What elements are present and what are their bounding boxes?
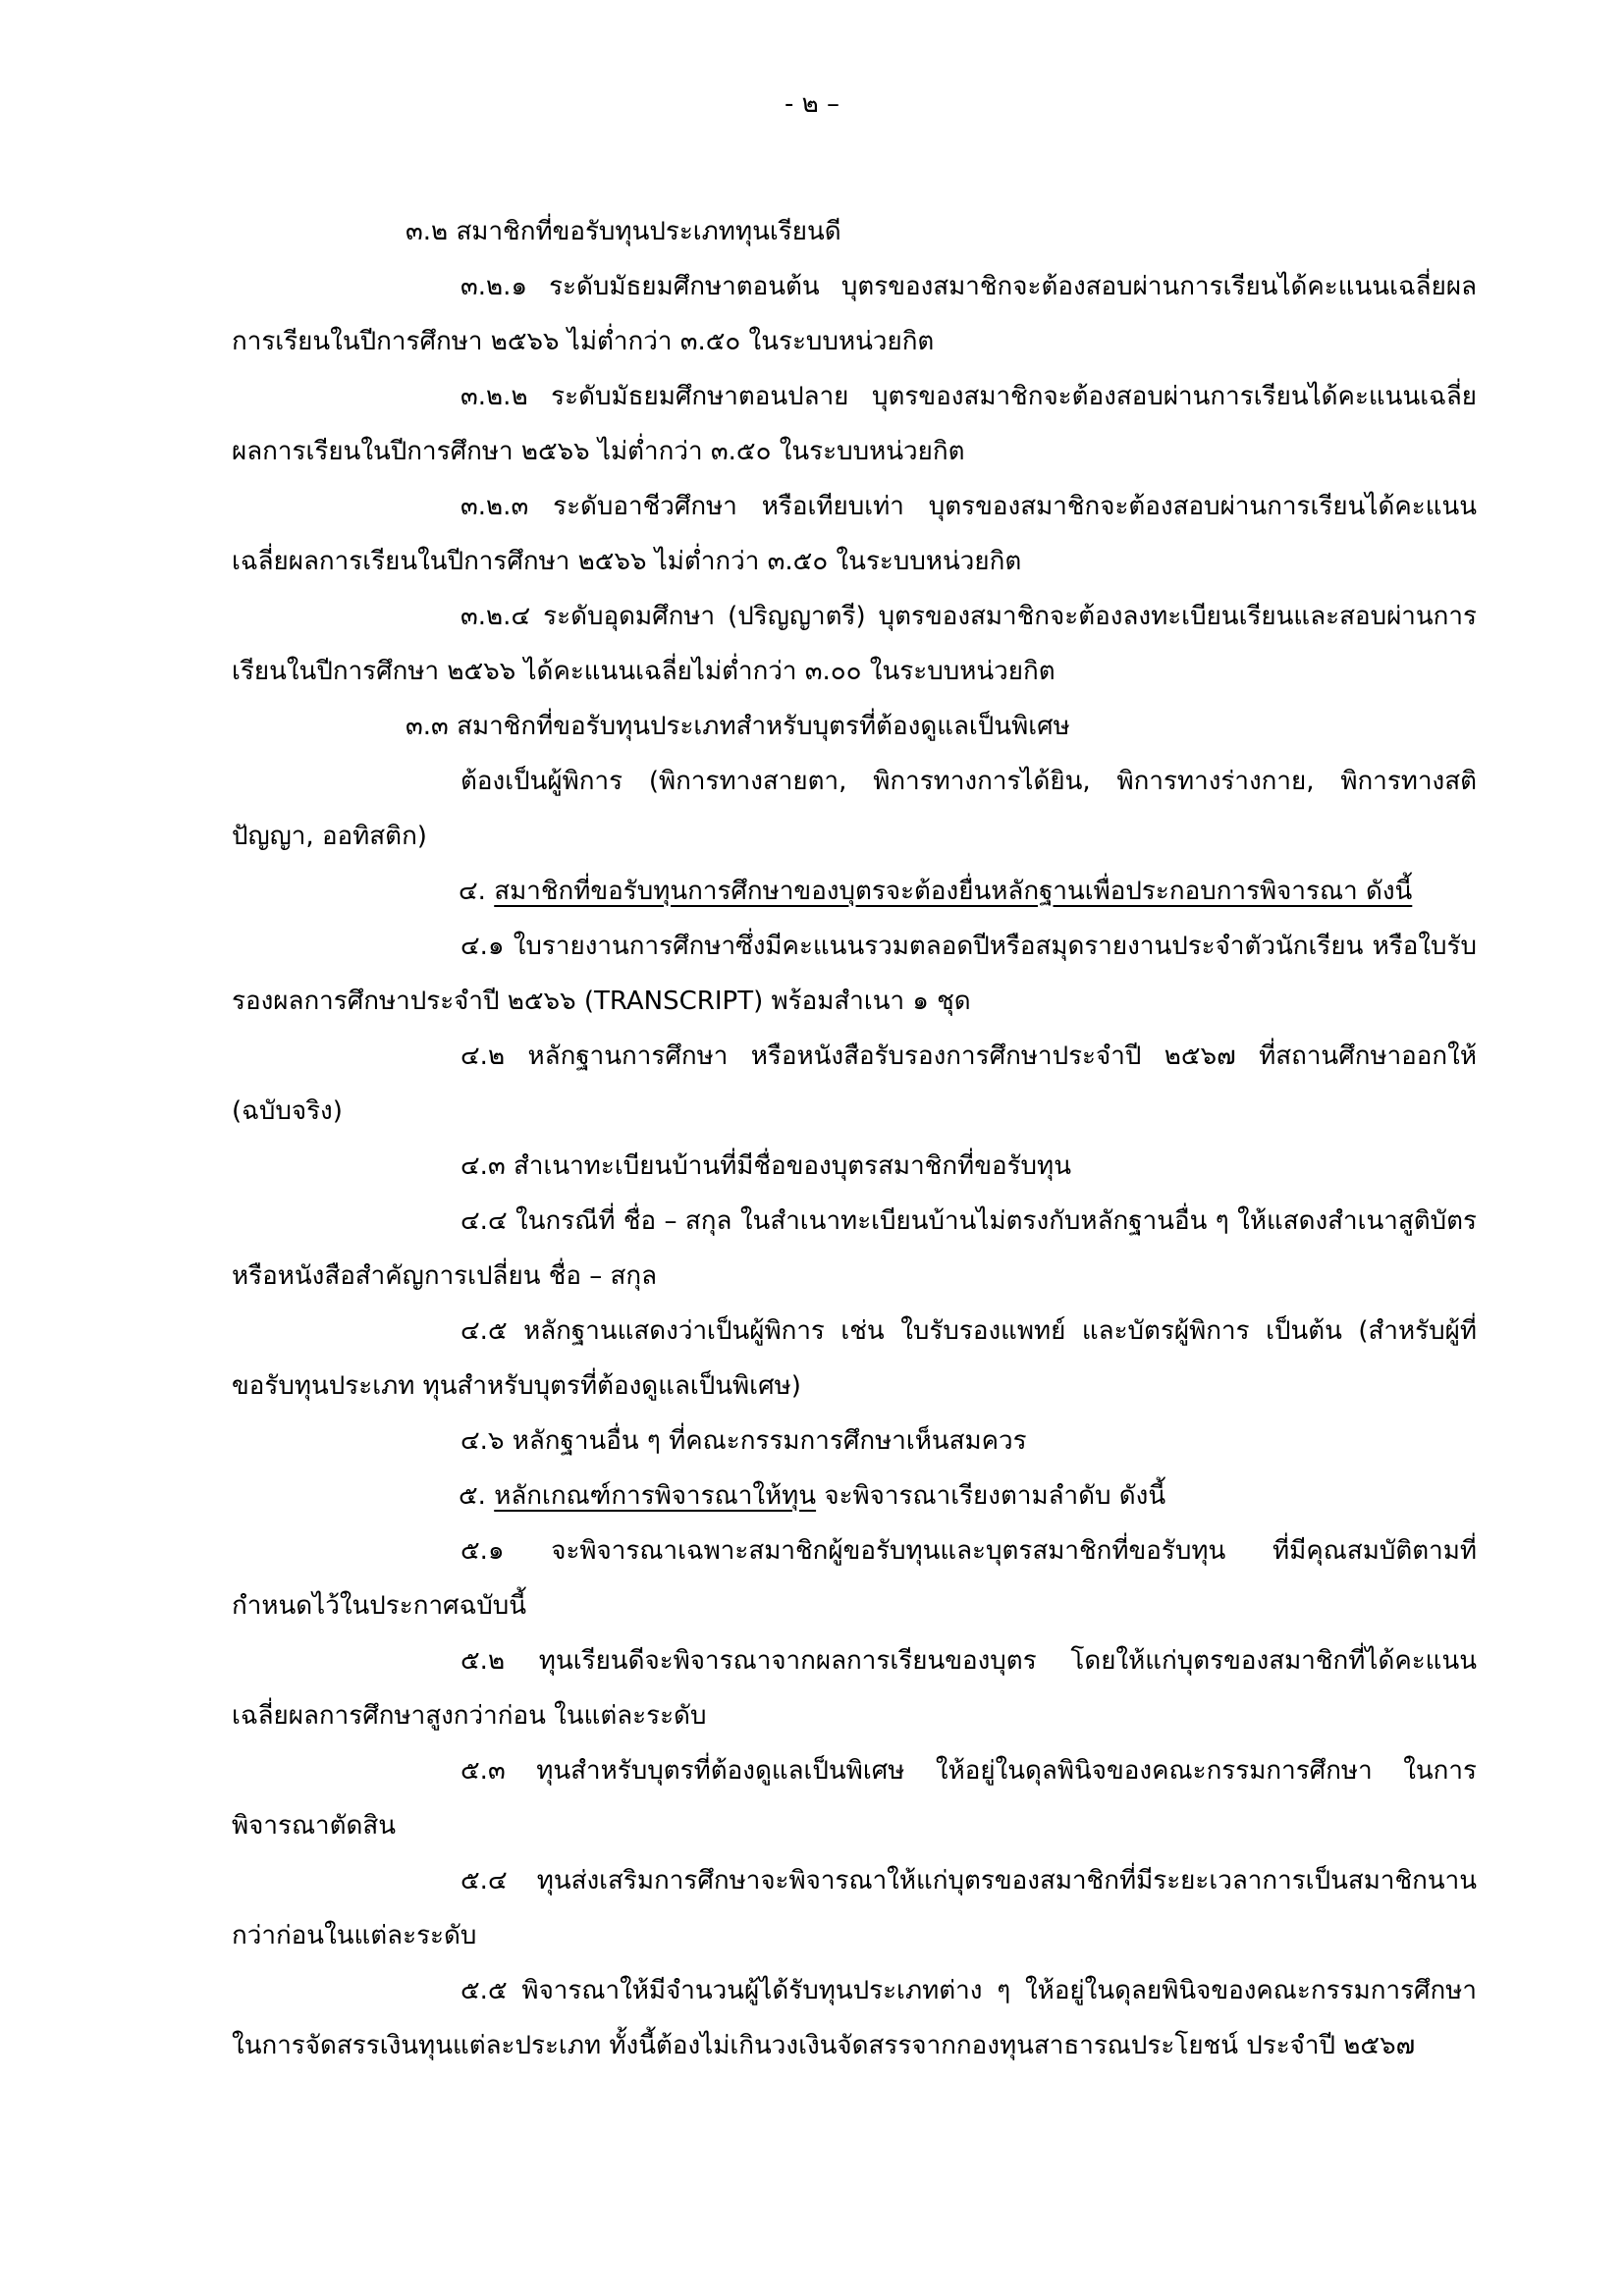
clause-3-2-heading: ๓.๒ สมาชิกที่ขอรับทุนประเภททุนเรียนดี [406,217,841,246]
clause-4-2: ๔.๒ หลักฐานการศึกษา หรือหนังสือรับรองการศึกษาประจำปี ๒๕๖๗ ที่สถานศึกษาออกให้ (ฉบับจริง) [232,1041,1477,1126]
clause-5-1: ๕.๑ จะพิจารณาเฉพาะสมาชิกผู้ขอรับทุนและบุตรสมาชิกที่ขอรับทุน ที่มีคุณสมบัติตามที่กำหนดไว้ในประกาศฉบับนี้ [232,1536,1477,1621]
document-body [232,204,1477,2073]
section-4-number: ๔. [459,877,486,906]
section-5-heading [232,1468,1477,1523]
clause-3-2-3: ๓.๒.๓ ระดับอาชีวศึกษา หรือเทียบเท่า บุตรของสมาชิกจะต้องสอบผ่านการเรียนได้คะแนนเฉลี่ยผลการเรียนในปีการศึกษา ๒๕๖๖ ไม่ต่ำกว่า ๓.๕๐ ในระบบหน่วยกิต [232,492,1477,576]
clause-4-4: ๔.๔ ในกรณีที่ ชื่อ – สกุล ในสำเนาทะเบียนบ้านไม่ตรงกับหลักฐานอื่น ๆ ให้แสดงสำเนาสูติบัตร หรือหนังสือสำคัญการเปลี่ยน ชื่อ – สกุล [232,1206,1477,1291]
section-4-heading [232,864,1477,919]
clause-4-3: ๔.๓ สำเนาทะเบียนบ้านที่มีชื่อของบุตรสมาชิกที่ขอรับทุน [460,1151,1071,1181]
clause-3-2-4: ๓.๒.๔ ระดับอุดมศึกษา (ปริญญาตรี) บุตรของสมาชิกจะต้องลงทะเบียนเรียนและสอบผ่านการเรียนในปีการศึกษา ๒๕๖๖ ได้คะแนนเฉลี่ยไม่ต่ำกว่า ๓.๐๐ ในระบบหน่วยกิต [232,602,1477,686]
clause-3-2-1: ๓.๒.๑ ระดับมัธยมศึกษาตอนต้น บุตรของสมาชิกจะต้องสอบผ่านการเรียนได้คะแนนเฉลี่ยผลการเรียนในปีการศึกษา ๒๕๖๖ ไม่ต่ำกว่า ๓.๕๐ ในระบบหน่วยกิต [232,272,1477,356]
clause-5-5: ๕.๕ พิจารณาให้มีจำนวนผู้ได้รับทุนประเภทต่าง ๆ ให้อยู่ในดุลยพินิจของคณะกรรมการศึกษาในการจัดสรรเงินทุนแต่ละประเภท ทั้งนี้ต้องไม่เกินวงเงินจัดสรรจากกองทุนสาธารณประโยชน์ ประจำปี ๒๕๖๗ [232,1976,1477,2060]
clause-4-5: ๔.๕ หลักฐานแสดงว่าเป็นผู้พิการ เช่น ใบรับรองแพทย์ และบัตรผู้พิการ เป็นต้น (สำหรับผู้ที่ขอรับทุนประเภท ทุนสำหรับบุตรที่ต้องดูแลเป็นพิเศษ) [232,1316,1477,1401]
clause-4-6: ๔.๖ หลักฐานอื่น ๆ ที่คณะกรรมการศึกษาเห็นสมควร [460,1426,1027,1456]
clause-5-3: ๕.๓ ทุนสำหรับบุตรที่ต้องดูแลเป็นพิเศษ ให้อยู่ในดุลพินิจของคณะกรรมการศึกษา ในการพิจารณาตัดสิน [232,1756,1477,1841]
clause-4-1: ๔.๑ ใบรายงานการศึกษาซึ่งมีคะแนนรวมตลอดปีหรือสมุดรายงานประจำตัวนักเรียน หรือใบรับรองผลการศึกษาประจำปี ๒๕๖๖ (TRANSCRIPT) พร้อมสำเนา ๑ ชุด [232,932,1477,1016]
section-4-title: สมาชิกที่ขอรับทุนการศึกษาของบุตรจะต้องยื่นหลักฐานเพื่อประกอบการพิจารณา ดังนี้ [494,877,1413,906]
clause-5-4: ๕.๔ ทุนส่งเสริมการศึกษาจะพิจารณาให้แก่บุตรของสมาชิกที่มีระยะเวลาการเป็นสมาชิกนานกว่าก่อนในแต่ละระดับ [232,1866,1477,1950]
clause-3-3-detail: ต้องเป็นผู้พิการ (พิการทางสายตา, พิการทางการได้ยิน, พิการทางร่างกาย, พิการทางสติปัญญา, ออทิสติก) [232,767,1477,851]
clause-3-2-2: ๓.๒.๒ ระดับมัธยมศึกษาตอนปลาย บุตรของสมาชิกจะต้องสอบผ่านการเรียนได้คะแนนเฉลี่ยผลการเรียนในปีการศึกษา ๒๕๖๖ ไม่ต่ำกว่า ๓.๕๐ ในระบบหน่วยกิต [232,382,1477,466]
section-5-title-suffix: จะพิจารณาเรียงตามลำดับ ดังนี้ [816,1481,1166,1511]
section-5-number: ๕. [459,1481,486,1511]
section-5-title: หลักเกณฑ์การพิจารณาให้ทุน [494,1481,817,1511]
clause-5-2: ๕.๒ ทุนเรียนดีจะพิจารณาจากผลการเรียนของบุตร โดยให้แก่บุตรของสมาชิกที่ได้คะแนนเฉลี่ยผลการศึกษาสูงกว่าก่อน ในแต่ละระดับ [232,1646,1477,1731]
page-number: - ๒ – [784,89,840,119]
clause-3-3-heading: ๓.๓ สมาชิกที่ขอรับทุนประเภทสำหรับบุตรที่ต้องดูแลเป็นพิเศษ [406,712,1070,741]
